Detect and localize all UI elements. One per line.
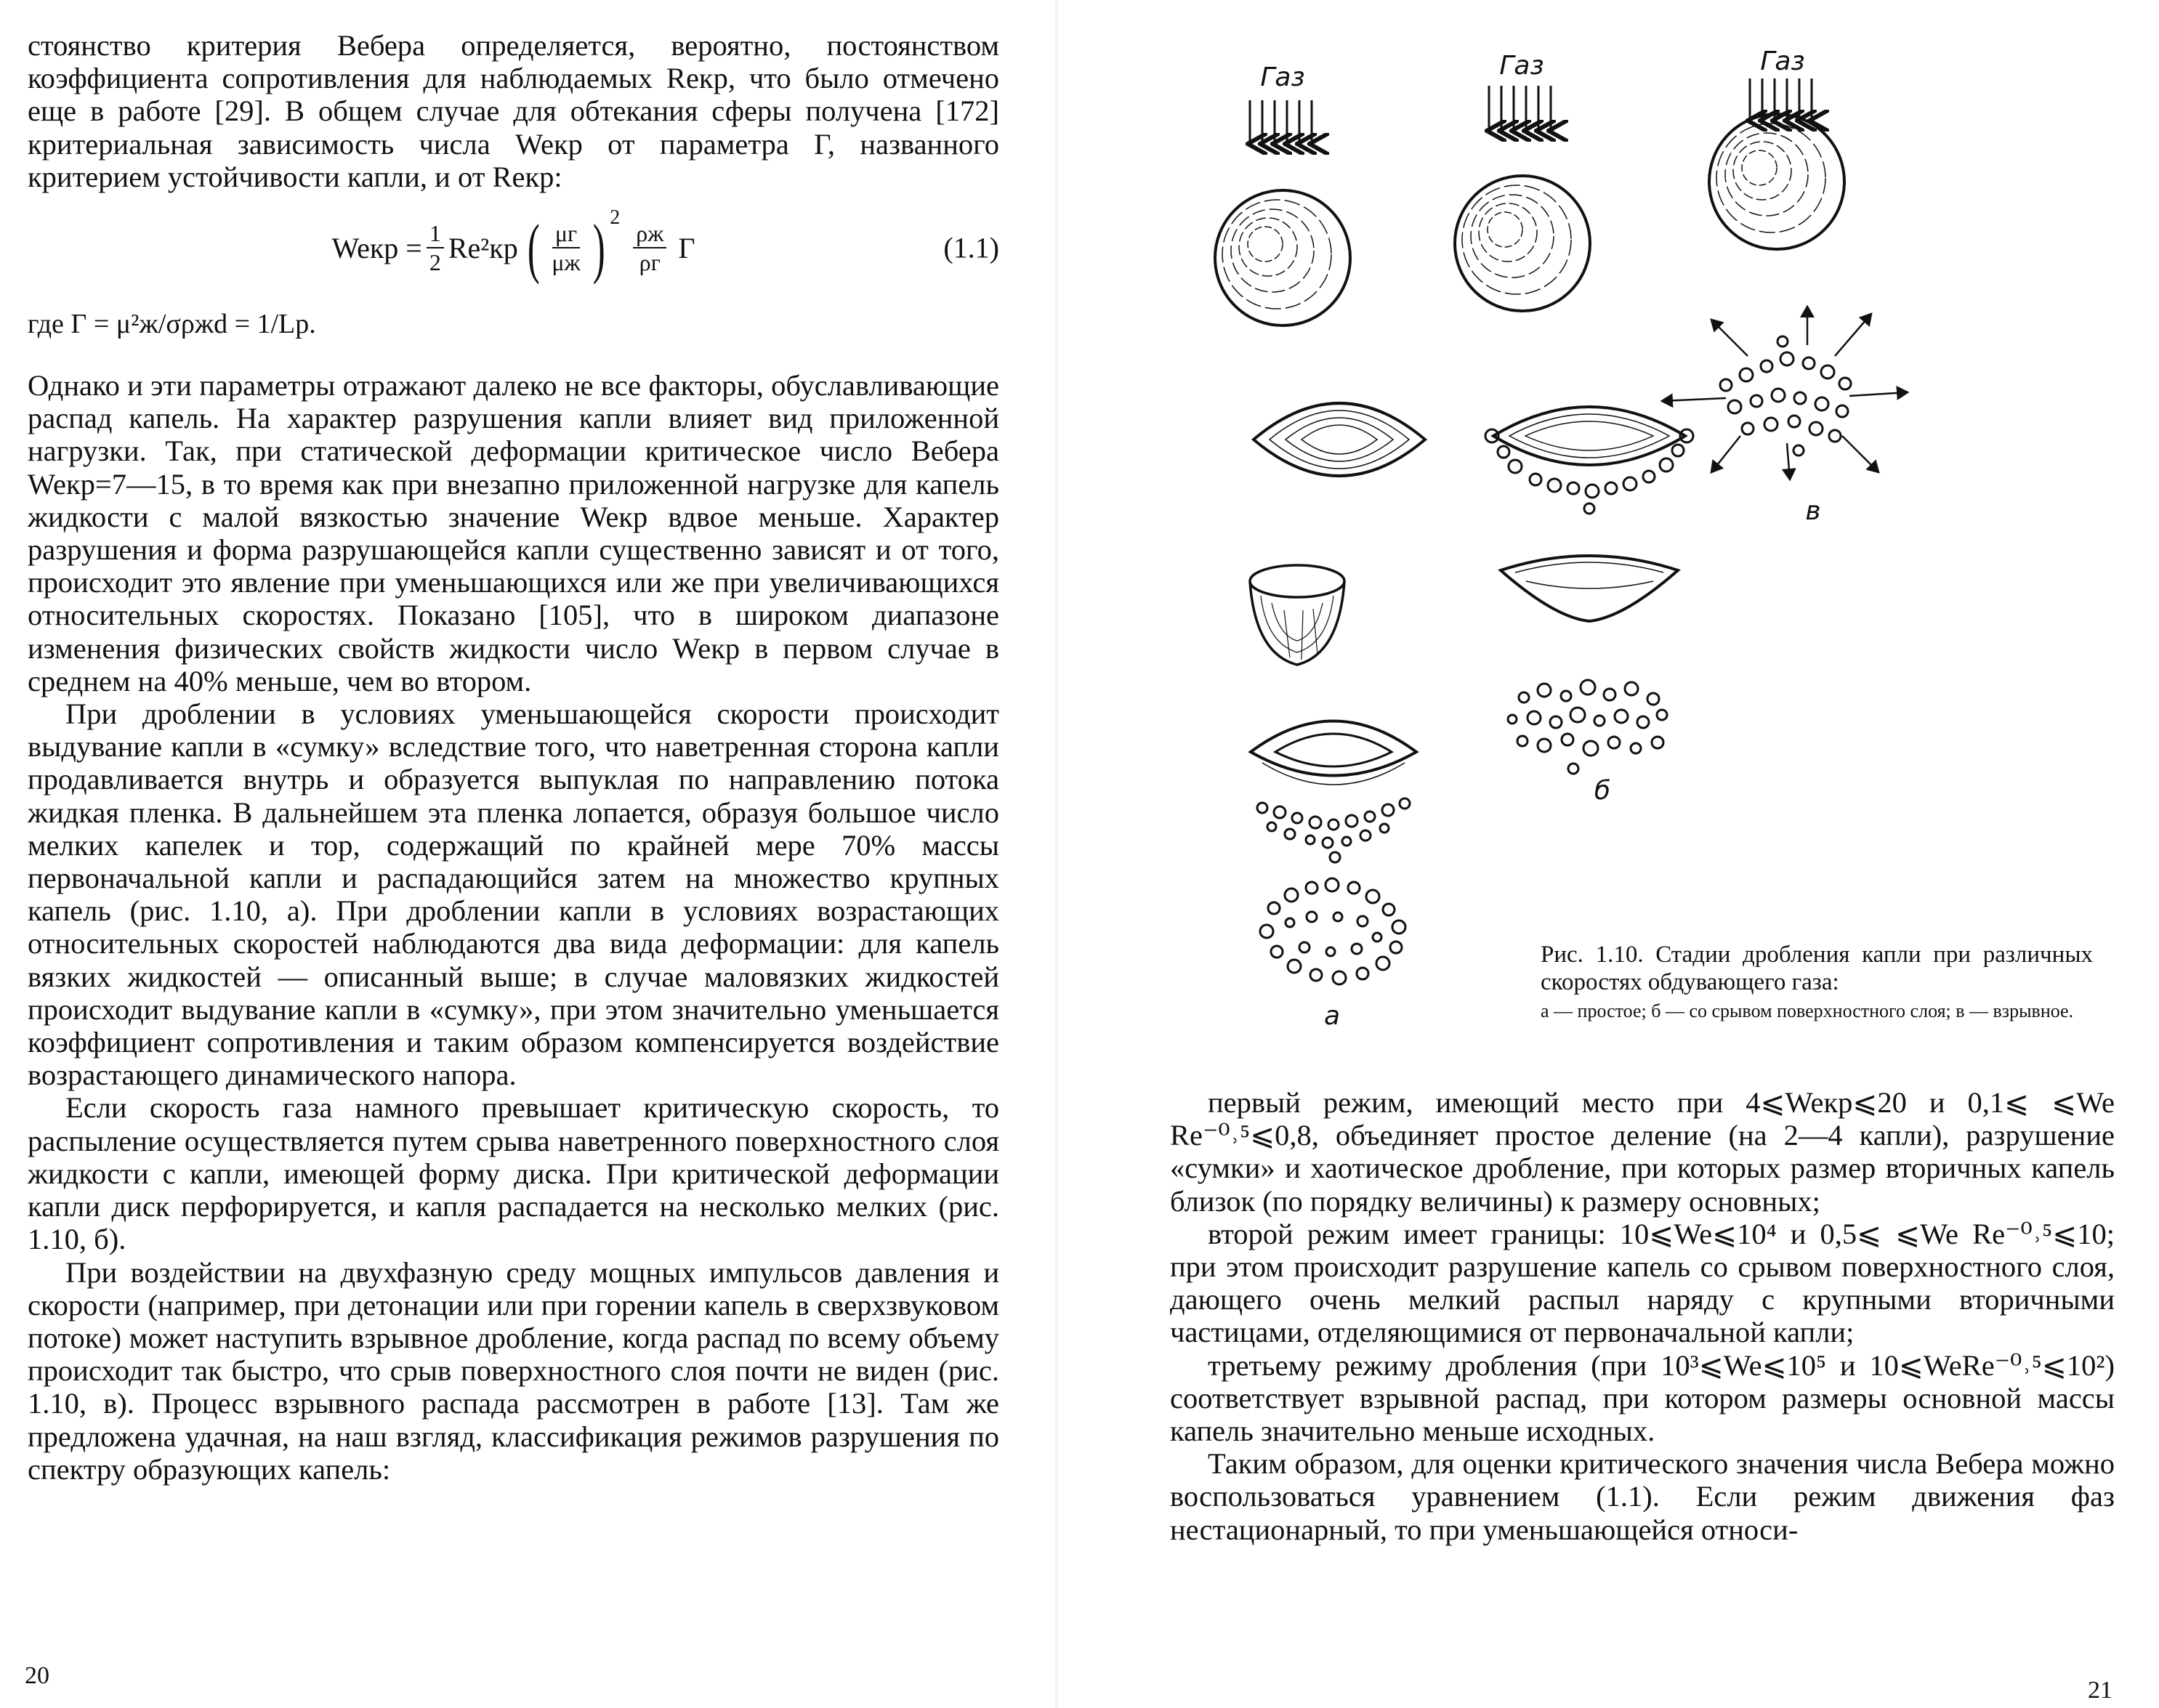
book-gutter <box>1055 0 1058 1708</box>
equation-number: (1.1) <box>943 231 999 264</box>
right-page <box>1072 0 2159 1708</box>
gas-label: Газ <box>1760 46 1805 76</box>
flattened-drop-stripping <box>1493 407 1685 465</box>
drop-sphere <box>1215 190 1350 325</box>
page-number: 21 <box>2088 1677 2112 1704</box>
gas-label: Газ <box>1499 51 1544 81</box>
left-page <box>0 0 1054 1708</box>
figure-caption <box>1541 941 2093 1022</box>
bag-drop <box>1250 565 1344 665</box>
fragment-droplets <box>1257 798 1410 862</box>
gas-flow-arrows <box>1489 86 1551 131</box>
caption-legend: а — простое; б — со срывом поверхностного слоя; в — взрывное. <box>1541 1000 2074 1021</box>
column-label: в <box>1805 496 1821 526</box>
torus-drop <box>1251 721 1416 785</box>
paragraph: При дроблении в условиях уменьшающейся скорости происходит выдувание капли в «сумку» вследствие того, что наветренная сторона капли продавливается внутрь и образуется выпуклая по направлению потока жидкая пленка. В дальнейшем эта пленка лопается, образуя большое число мелких капелек и тор, содержащий по крайней мере 70% массы первоначальной капли и распадающийся затем на множество крупных капель (рис. 1.10, а). При дроблении капли в условиях возрастающих относительных скоростей наблюдаются два вида деформации: для капель вязких жидкостей — описанный выше; в случае маловязких жидкостей происходит выдувание капли в «сумку», при этом значительно уменьшается коэффициент сопротивления и таким образом компенсируется воздействие возрастающего динамического напора. <box>28 697 999 1092</box>
equation-re-term: Re²кр <box>448 231 518 264</box>
equation-tail: Г <box>678 231 695 264</box>
paragraph: первый режим, имеющий место при 4⩽Weкр⩽20 и 0,1⩽ ⩽We Re⁻⁰˒⁵⩽0,8, объединяет простое деление (на 2—4 капли), разрушение «сумки» и хаотическое дробление, при которых размер вторичных капель близок (по порядку величины) к размеру основных; <box>1170 1086 2115 1218</box>
drop-sphere <box>1455 176 1590 311</box>
paragraph: Таким образом, для оценки критического значения числа Вебера можно воспользоваться уравнением (1.1). Если режим движения фаз нестационарный, то при уменьшающейся относи- <box>1170 1447 2115 1546</box>
equation-viscosity-ratio: $\frac{\mu г}{\mu ж}$ <box>552 220 581 276</box>
right-text-column <box>1170 1086 2115 1546</box>
gas-flow-arrows <box>1250 100 1312 144</box>
paragraph: третьему режиму дробления (при 10³⩽We⩽10⁵ и 10⩽WeRe⁻⁰˒⁵⩽10²) соответствует взрывной распад, при котором размеры основной массы капель значительно меньше исходных. <box>1170 1348 2115 1448</box>
caption-title: Рис. 1.10. Стадии дробления капли при различных скоростях обдувающего газа: <box>1541 942 2093 995</box>
stripped-droplets <box>1485 429 1693 514</box>
stripped-drop-rim <box>1501 556 1678 621</box>
equation-coefficient: $\frac{1}{2}$ <box>427 219 444 276</box>
gas-label: Газ <box>1260 62 1305 92</box>
equation-lhs: Weкр = <box>331 231 422 264</box>
paragraph: Если скорость газа намного превышает критическую скорость, то распыление осуществляется путем срыва наветренного поверхностного слоя жидкости с капли, имеющей форму диска. При критической деформации капли диск перфорируется, и капля распадается на несколько мелких (рис. 1.10, б). <box>28 1091 999 1256</box>
paragraph: стоянство критерия Вебера определяется, вероятно, постоянством коэффициента сопротивления для наблюдаемых Reкр, что было отмечено еще в работе [29]. В общем случае для обтекания сферы получена [172] критериальная зависимость числа Weкр от параметра Г, названного критерием устойчивости капли, и от Reкр: <box>28 29 999 193</box>
figure-1-10-drop-breakup <box>1072 0 2159 1082</box>
left-text-column <box>28 29 999 1486</box>
column-label: б <box>1594 776 1611 806</box>
fine-spray-droplets <box>1508 680 1667 774</box>
column-label: а <box>1323 1001 1341 1031</box>
flattened-drop <box>1254 403 1425 476</box>
equation-1-1: Weкр = $\frac{1}{2}$ Re²кр ( $\frac{\mu г}{\mu ж}$ ) $^2$ $\frac{\rho ж}{\rho г}$ Г (1.1) <box>331 206 999 286</box>
equation-where-line: где Г = μ²ж/σρжd = 1/Lр. <box>28 309 316 340</box>
page-number: 20 <box>25 1662 49 1689</box>
equation-exponent: 2 <box>610 206 621 230</box>
paragraph: При воздействии на двухфазную среду мощных импульсов давления и скорости (например, при детонации или при горении капель в сверхзвуковом потоке) может наступить взрывное дробление, когда распад по всему объему происходит так быстро, что срыв поверхностного слоя почти не виден (рис. 1.10, в). Процесс взрывного распада рассмотрен в работе [13]. Там же предложена удачная, на наш взгляд, классификация режимов разрушения по спектру образующих капель: <box>28 1255 999 1486</box>
paragraph: Однако и эти параметры отражают далеко не все факторы, обуславливающие распад капель. На характер разрушения капли влияет вид приложенной нагрузки. Так, при статической деформации критическое число Вебера Weкр=7—15, в то время как при внезапно приложенной нагрузке для капель жидкости с малой вязкостью значение Weкр вдвое меньше. Характер разрушения и форма разрушающейся капли существенно зависят и от того, происходит это явление при уменьшающихся или же при увеличивающихся относительных скоростях. Показано [105], что в широком диапазоне изменения физических свойств жидкости число Weкр в первом случае в среднем на 40% меньше, чем во втором. <box>28 369 999 697</box>
drop-sphere <box>1709 114 1844 249</box>
equation-density-ratio: $\frac{\rho ж}{\rho г}$ <box>633 219 666 276</box>
paragraph: второй режим имеет границы: 10⩽We⩽10⁴ и 0,5⩽ ⩽We Re⁻⁰˒⁵⩽10; при этом происходит разрушение капель со срывом поверхностного слоя, дающего очень мелкий распыл наряду с крупными вторичными частицами, отделяющимися от первоначальной капли; <box>1170 1217 2115 1349</box>
droplet-ring <box>1260 878 1405 984</box>
